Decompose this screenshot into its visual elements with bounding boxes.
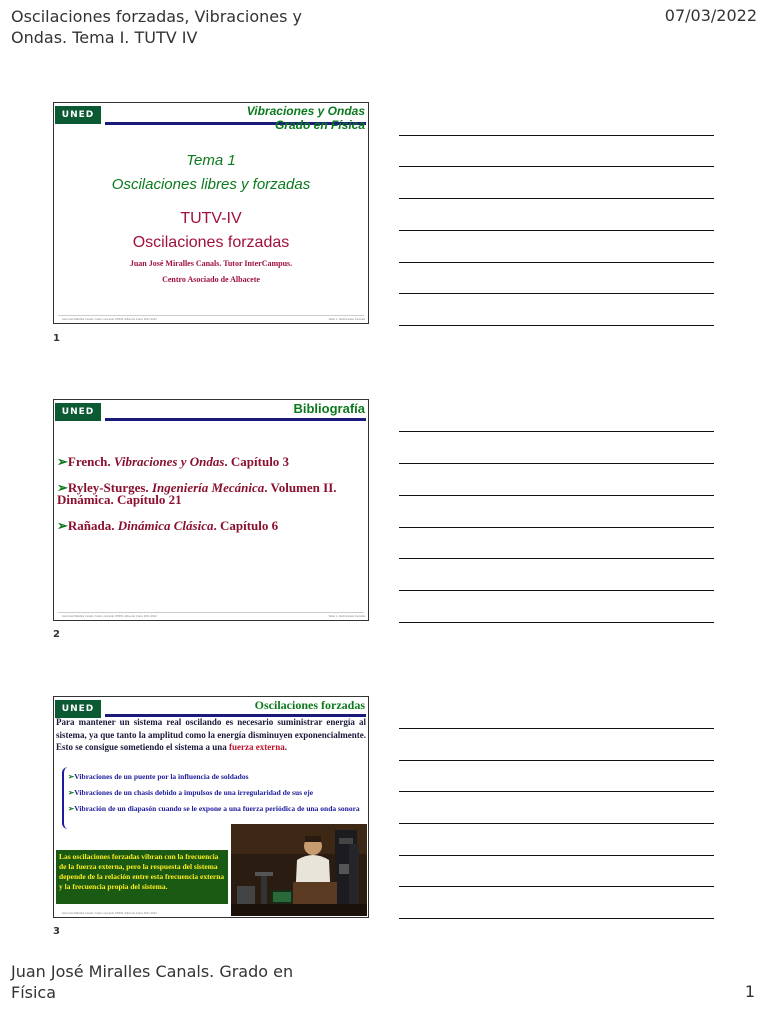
- arrow-bullet-icon: ➢: [68, 788, 75, 797]
- slide-title: Oscilaciones forzadas: [254, 698, 365, 712]
- course-title: [247, 104, 365, 132]
- slide-footer-right: Tema 1. Oscilaciones forzadas: [328, 317, 365, 321]
- list-item: ➢Vibraciones de un puente por la influencia de soldados: [68, 772, 249, 781]
- summary-box: Las oscilaciones forzadas vibran con la frecuencia de la fuerza externa, pero la respuesta del sistema depende de la relación entre esta frecuencia externa y la frecuencia propia del sistema.: [56, 850, 228, 904]
- note-line: [399, 166, 714, 167]
- lab-photo-illustration: [231, 824, 367, 916]
- uned-logo: UNED: [55, 700, 101, 718]
- page-header-title: Oscilaciones forzadas, Vibraciones y Ondas. Tema I. TUTV IV: [11, 7, 303, 47]
- arrow-bullet-icon: ➢: [57, 518, 68, 533]
- slide-number-3: 3: [53, 926, 60, 937]
- page-header-date: 07/03/2022: [664, 6, 757, 25]
- author-center: Centro Asociado de Albacete: [162, 275, 260, 284]
- examples-list: [68, 772, 366, 820]
- page-footer-author: Juan José Miralles Canals. Grado en Física: [11, 962, 294, 1002]
- note-line: [399, 823, 714, 824]
- note-line: [399, 760, 714, 761]
- list-item: ➢Vibración de un diapasón cuando se le expone a una fuerza periódica de una onda sonora: [68, 804, 360, 813]
- note-line: [399, 230, 714, 231]
- note-line: [399, 463, 714, 464]
- note-line: [399, 791, 714, 792]
- slide-3: [53, 696, 369, 918]
- note-line: [399, 293, 714, 294]
- note-line: [399, 590, 714, 591]
- tutv-title: Oscilaciones forzadas: [132, 234, 290, 251]
- list-item: ➢Ryley-Sturges. Ingeniería Mecánica. Volumen II. Dinámica. Capítulo 21: [57, 480, 337, 507]
- slide-2: [53, 399, 369, 621]
- slide-1: [53, 102, 369, 324]
- note-line: [399, 622, 714, 623]
- arrow-bullet-icon: ➢: [68, 804, 75, 813]
- slide-footer-left: Juan José Miralles Canals. Centro asociado UNED. Albacete Curso 2021-2022: [62, 614, 157, 618]
- note-line: [399, 325, 714, 326]
- note-line: [399, 198, 714, 199]
- slide-footer-rule: [58, 315, 364, 316]
- slide-footer-right: Tema 1. Oscilaciones forzadas: [328, 614, 365, 618]
- slide-number-1: 1: [53, 333, 60, 344]
- course-name: Vibraciones y Ondas: [246, 104, 365, 118]
- tema-number: Tema 1: [186, 152, 236, 169]
- arrow-bullet-icon: ➢: [57, 480, 68, 495]
- note-line: [399, 728, 714, 729]
- uned-logo: UNED: [55, 106, 101, 124]
- author-name: Juan José Miralles Canals. Tutor InterCampus.: [129, 259, 293, 268]
- list-item: ➢Vibraciones de un chasis debido a impulsos de una irregularidad de sus eje: [68, 788, 314, 797]
- slide-footer-left: Juan José Miralles Canals. Centro asociado UNED. Albacete Curso 2021-2022: [62, 317, 157, 321]
- slide-footer-rule: [58, 612, 364, 613]
- slide-title: Bibliografía: [293, 401, 365, 416]
- arrow-bullet-icon: ➢: [57, 454, 68, 469]
- list-item: ➢Rañada. Dinámica Clásica. Capítulo 6: [57, 518, 279, 533]
- arrow-bullet-icon: ➢: [68, 772, 75, 781]
- note-line: [399, 135, 714, 136]
- degree-name: Grado en Física: [274, 118, 365, 132]
- note-line: [399, 558, 714, 559]
- intro-paragraph: Para mantener un sistema real oscilando es necesario suministrar energía al sistema, ya que tanto la amplitud como la energía disminuyen exponencialmente. Esto se consigue sometiendo el sistema a una fuerza externa.: [56, 717, 366, 752]
- note-line: [399, 495, 714, 496]
- page-number: 1: [744, 982, 755, 1001]
- uned-logo: UNED: [55, 403, 101, 421]
- list-item: ➢French. Vibraciones y Ondas. Capítulo 3: [57, 454, 290, 469]
- note-line: [399, 918, 714, 919]
- tema-heading: [54, 149, 368, 197]
- lab-photo: [231, 824, 367, 916]
- author-block: [54, 256, 368, 288]
- tutv-code: TUTV-IV: [180, 210, 242, 227]
- note-line: [399, 262, 714, 263]
- slide-footer-left: Juan José Miralles Canals. Centro asociado UNED. Albacete Curso 2021-2022: [62, 911, 157, 915]
- tema-title: Oscilaciones libres y forzadas: [111, 176, 311, 193]
- note-line: [399, 886, 714, 887]
- note-line: [399, 527, 714, 528]
- highlight-term: fuerza externa: [229, 742, 285, 752]
- bibliography-list: [57, 456, 362, 546]
- slide-number-2: 2: [53, 629, 60, 640]
- note-line: [399, 855, 714, 856]
- header-rule: [105, 418, 366, 421]
- tutv-heading: [54, 207, 368, 255]
- note-line: [399, 431, 714, 432]
